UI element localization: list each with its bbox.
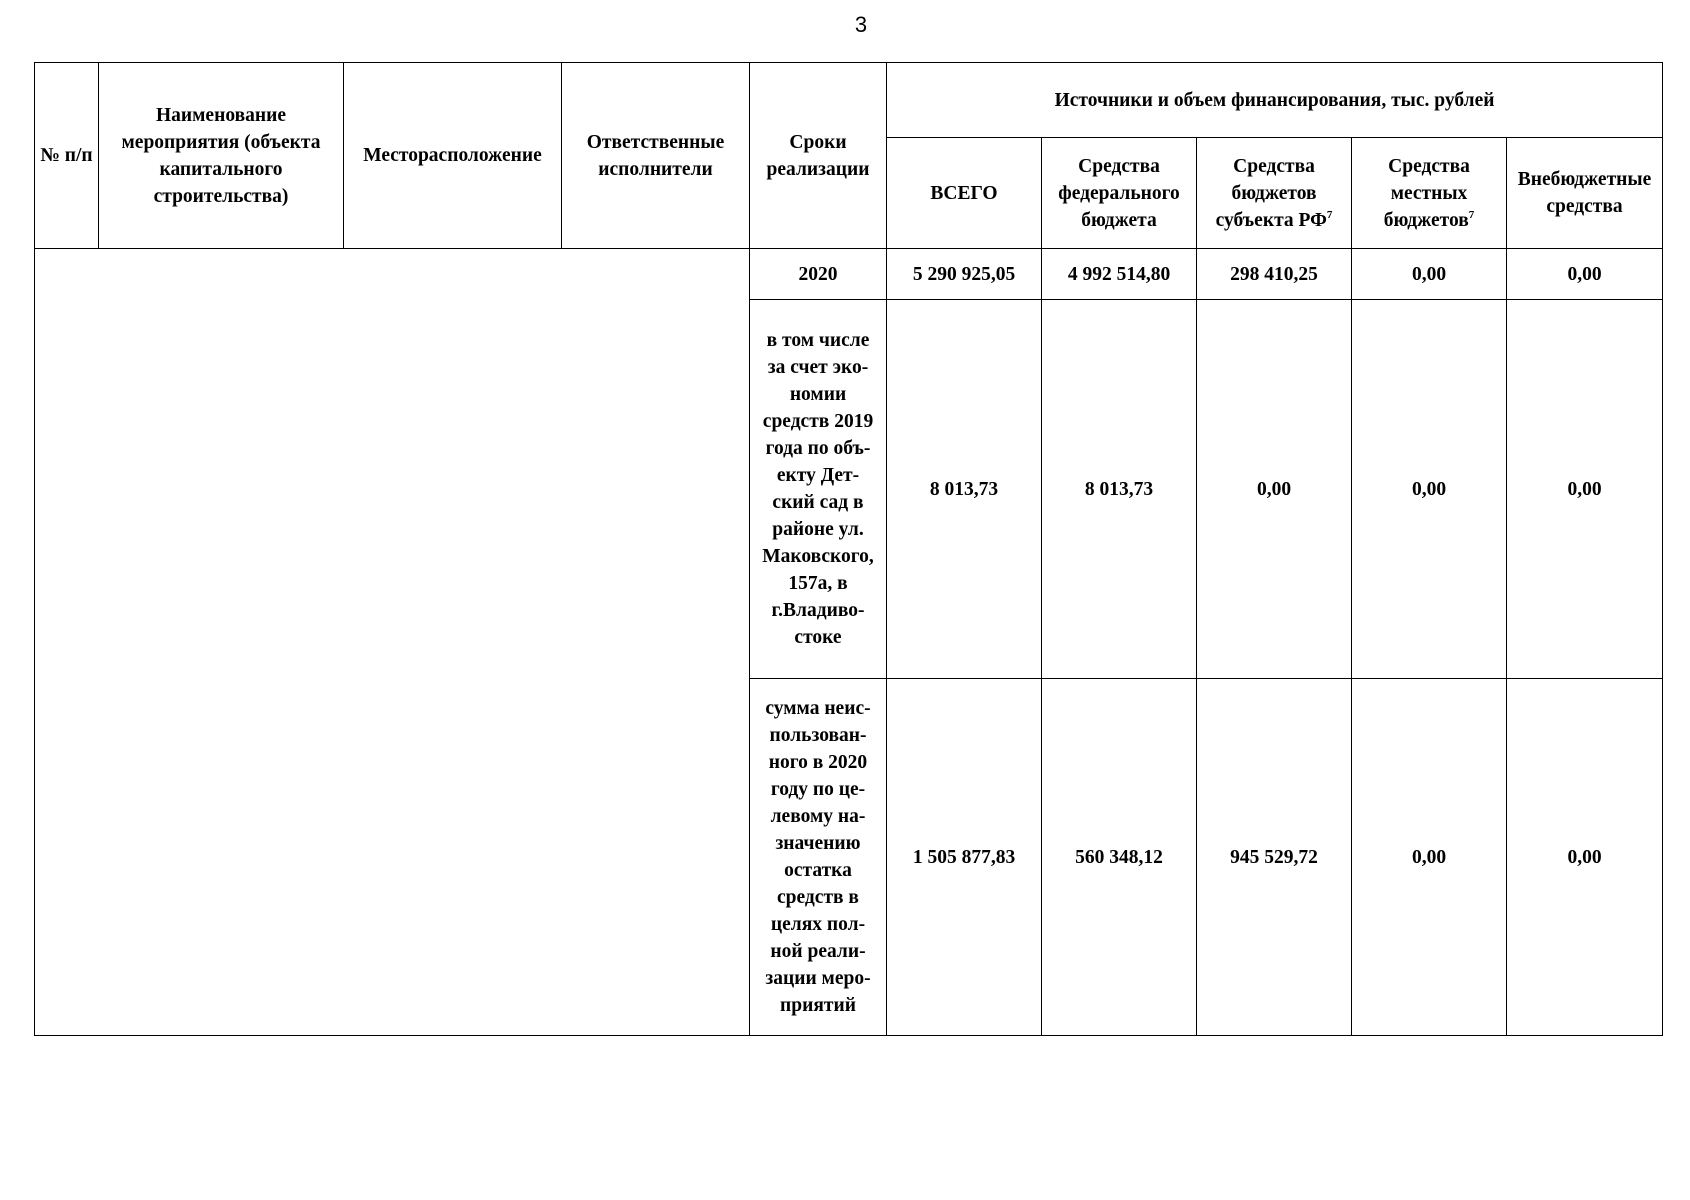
cell-total: 5 290 925,05 [887, 249, 1042, 300]
cell-offbudget: 0,00 [1507, 300, 1663, 679]
cell-regional: 0,00 [1197, 300, 1352, 679]
header-local-text: Средства местных бюджетов [1383, 155, 1470, 231]
cell-federal: 8 013,73 [1042, 300, 1197, 679]
cell-total: 8 013,73 [887, 300, 1042, 679]
cell-local: 0,00 [1352, 249, 1507, 300]
header-period: Сроки реализации [750, 63, 887, 249]
header-financing: Источники и объем финансирования, тыс. рублей [887, 63, 1663, 138]
table-row [35, 249, 1663, 300]
cell-offbudget: 0,00 [1507, 249, 1663, 300]
cell-period-note: сумма неис- пользован- ного в 2020 году по це- левому на- значению остатка средств в целях пол- ной реали- зации меро- приятий [750, 679, 887, 1036]
cell-local: 0,00 [1352, 300, 1507, 679]
cell-federal: 560 348,12 [1042, 679, 1197, 1036]
header-executors: Ответственные исполнители [562, 63, 750, 249]
header-total: ВСЕГО [887, 138, 1042, 249]
cell-offbudget: 0,00 [1507, 679, 1663, 1036]
header-name: Наименование мероприятия (объекта капитального строительства) [99, 63, 344, 249]
cell-period: 2020 [750, 249, 887, 300]
financing-table [34, 62, 1663, 1036]
merged-blank-cell [35, 249, 750, 1036]
cell-federal: 4 992 514,80 [1042, 249, 1197, 300]
header-regional-text: Средства бюджетов субъекта РФ [1215, 155, 1327, 231]
cell-regional: 298 410,25 [1197, 249, 1352, 300]
header-offbudget: Внебюджетные средства [1507, 138, 1663, 249]
cell-total: 1 505 877,83 [887, 679, 1042, 1036]
cell-period-note: в том числе за счет эко- номии средств 2019 года по объ- екту Дет- ский сад в районе ул. Маковского, 157а, в г.Владиво- стоке [750, 300, 887, 679]
header-num: № п/п [35, 63, 99, 249]
cell-local: 0,00 [1352, 679, 1507, 1036]
footnote-mark: 7 [1326, 208, 1333, 221]
header-row-1 [35, 63, 1663, 138]
page-number: 3 [854, 12, 868, 37]
cell-regional: 945 529,72 [1197, 679, 1352, 1036]
header-local [1352, 138, 1507, 249]
header-regional [1197, 138, 1352, 249]
footnote-mark: 7 [1468, 208, 1475, 221]
header-federal: Средства федерального бюджета [1042, 138, 1197, 249]
header-location: Месторасположение [344, 63, 562, 249]
